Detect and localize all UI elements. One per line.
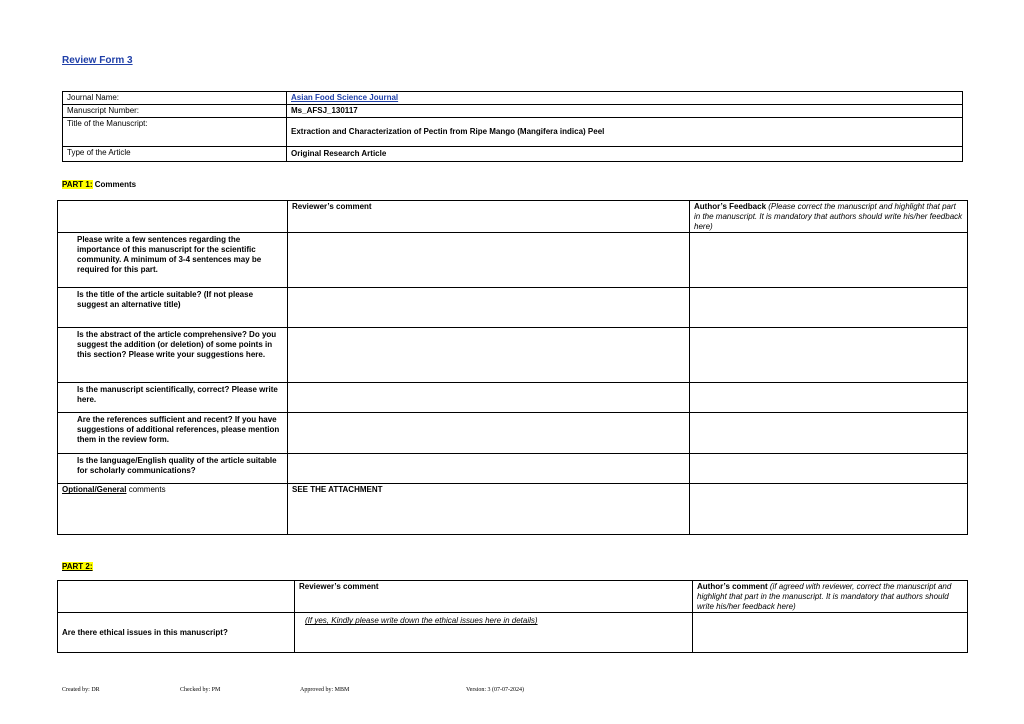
part2-ethics-table — [57, 580, 968, 653]
optional-reviewer-comment[interactable]: SEE THE ATTACHMENT — [288, 484, 690, 535]
part1-heading-highlight: PART 1: — [62, 180, 93, 189]
part1-empty-header — [58, 201, 288, 233]
optional-general-label: Optional/General — [62, 485, 127, 495]
article-type-label: Type of the Article — [63, 146, 287, 161]
part1-author-header-note: (Please correct the manuscript and highlight that part in the manuscript. It is mandatory that authors should write his/her feedback here) — [694, 202, 963, 231]
part2-reviewer-header: Reviewer’s comment — [295, 581, 693, 613]
part2-author-header-note: (if agreed with reviewer, correct the manuscript and highlight that part in the manuscript. It is mandatory that authors should write his/her feedback here) — [697, 582, 952, 611]
part1-author-header-bold: Author’s Feedback — [694, 202, 767, 211]
part2-heading-highlight: PART 2: — [62, 562, 93, 571]
question-title: Is the title of the article suitable? (If not please suggest an alternative title) — [58, 288, 288, 328]
optional-comments-label — [58, 484, 288, 535]
question-importance: Please write a few sentences regarding the importance of this manuscript for the scientific community. A minimum of 3-4 sentences may be required for this part. — [58, 233, 288, 288]
part1-heading-text: Comments — [92, 180, 137, 189]
footer-approved-by: Approved by: MBM — [300, 687, 350, 693]
part2-empty-header — [58, 581, 295, 613]
part1-heading — [62, 180, 136, 190]
author-feedback-references[interactable] — [690, 413, 968, 454]
reviewer-comment-language[interactable] — [288, 454, 690, 484]
question-abstract: Is the abstract of the article comprehensive? Do you suggest the addition (or deletion) of some points in this section? Please write your suggestions here. — [58, 328, 288, 383]
reviewer-comment-importance[interactable] — [288, 233, 690, 288]
ethical-issues-hint[interactable]: (If yes, Kindly please write down the ethical issues here in details) — [295, 613, 693, 653]
manuscript-title-label: Title of the Manuscript: — [63, 117, 287, 146]
reviewer-comment-abstract[interactable] — [288, 328, 690, 383]
ethical-issues-author-comment[interactable] — [693, 613, 968, 653]
author-feedback-language[interactable] — [690, 454, 968, 484]
question-language: Is the language/English quality of the article suitable for scholarly communications? — [58, 454, 288, 484]
part2-heading — [62, 562, 93, 572]
manuscript-info-table — [62, 91, 963, 162]
part2-author-header-bold: Author’s comment — [697, 582, 768, 591]
footer-created-by: Created by: DR — [62, 687, 100, 693]
manuscript-number-value: Ms_AFSJ_130117 — [287, 104, 963, 117]
optional-comments-suffix: comments — [126, 485, 166, 495]
part2-author-header — [693, 581, 968, 613]
author-feedback-importance[interactable] — [690, 233, 968, 288]
question-scientific: Is the manuscript scientifically, correct? Please write here. — [58, 383, 288, 413]
journal-name-link[interactable]: Asian Food Science Journal — [291, 93, 399, 102]
manuscript-title-value: Extraction and Characterization of Pectin from Ripe Mango (Mangifera indica) Peel — [287, 117, 963, 146]
part1-reviewer-header: Reviewer’s comment — [288, 201, 690, 233]
article-type-value: Original Research Article — [287, 146, 963, 161]
author-feedback-title[interactable] — [690, 288, 968, 328]
part1-comments-table — [57, 200, 968, 535]
question-references: Are the references sufficient and recent? If you have suggestions of additional references, please mention them in the review form. — [58, 413, 288, 454]
author-feedback-abstract[interactable] — [690, 328, 968, 383]
manuscript-number-label: Manuscript Number: — [63, 104, 287, 117]
form-title: Review Form 3 — [62, 55, 133, 66]
ethical-issues-question: Are there ethical issues in this manuscript? — [58, 613, 295, 653]
footer-version: Version: 3 (07-07-2024) — [466, 687, 524, 693]
author-feedback-scientific[interactable] — [690, 383, 968, 413]
optional-author-feedback[interactable] — [690, 484, 968, 535]
reviewer-comment-scientific[interactable] — [288, 383, 690, 413]
journal-name-label: Journal Name: — [63, 92, 287, 105]
reviewer-comment-title[interactable] — [288, 288, 690, 328]
part1-author-header — [690, 201, 968, 233]
footer-checked-by: Checked by: PM — [180, 687, 221, 693]
reviewer-comment-references[interactable] — [288, 413, 690, 454]
